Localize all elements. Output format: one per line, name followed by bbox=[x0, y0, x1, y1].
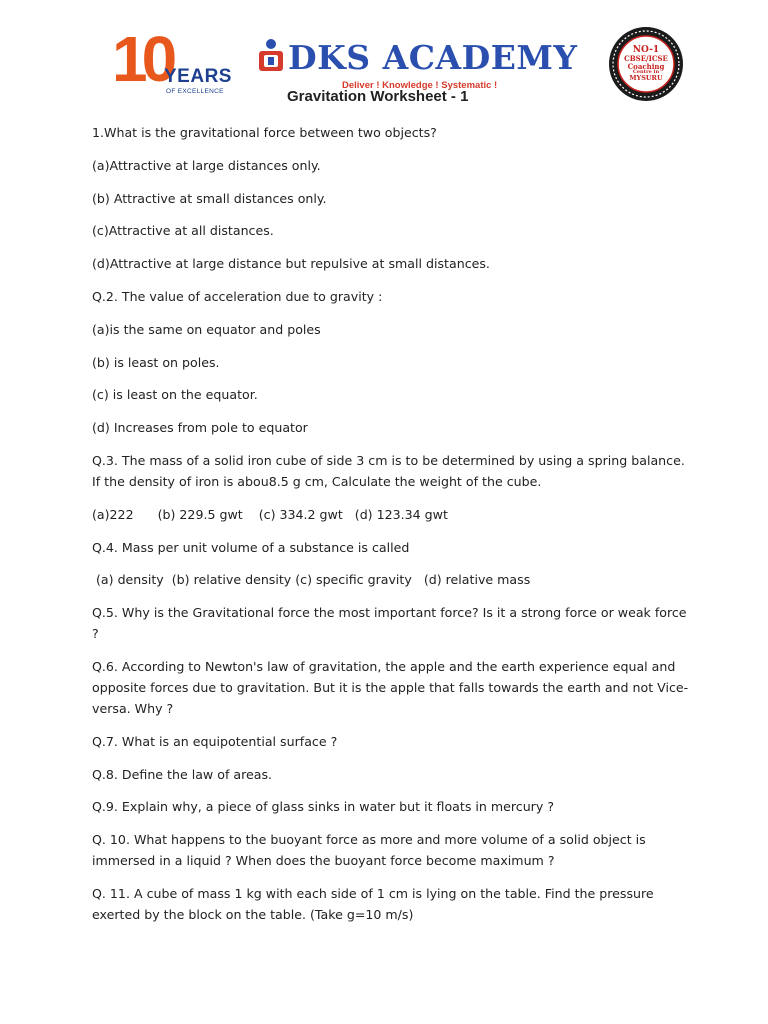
question-4: Q.4. Mass per unit volume of a substance is called bbox=[92, 539, 410, 555]
years-number: 10 bbox=[112, 23, 172, 95]
question-1: 1.What is the gravitational force between two objects? bbox=[92, 125, 437, 140]
seal-line-4: Centre in bbox=[632, 69, 660, 76]
years-word: YEARS bbox=[164, 66, 232, 87]
question-4-options: (a) density (b) relative density (c) specific gravity (d) relative mass bbox=[92, 572, 531, 588]
brand-tagline: Deliver ! Knowledge ! Systematic ! bbox=[342, 80, 498, 91]
years-subtitle: OF EXCELLENCE bbox=[166, 88, 224, 95]
seal-text bbox=[608, 26, 684, 102]
question-2-option-c: (c) is least on the equator. bbox=[92, 387, 258, 403]
seal-line-5: MYSURU bbox=[629, 74, 663, 83]
question-5: Q.5. Why is the Gravitational force the most important force? Is it a strong force or weak force ? bbox=[92, 605, 691, 642]
question-8: Q.8. Define the law of areas. bbox=[92, 766, 273, 782]
question-1-option-d: (d)Attractive at large distance but repulsive at small distances. bbox=[92, 256, 490, 272]
question-2-option-d: (d) Increases from pole to equator bbox=[92, 420, 308, 436]
question-1-option-b: (b) Attractive at small distances only. bbox=[92, 190, 327, 206]
seal-line-3: Coaching bbox=[627, 61, 665, 71]
question-2: Q.2. The value of acceleration due to gravity : bbox=[92, 288, 383, 304]
dks-emblem-icon bbox=[256, 38, 286, 78]
worksheet-title: Gravitation Worksheet - 1 bbox=[287, 88, 469, 105]
question-3: Q.3. The mass of a solid iron cube of side 3 cm is to be determined by using a spring balance. If the density of iron is abou8.5 g cm, Calculate the weight of the cube. bbox=[92, 452, 689, 489]
question-1-option-a: (a)Attractive at large distances only. bbox=[92, 157, 321, 173]
ten-years-logo bbox=[112, 23, 232, 98]
question-6: Q.6. According to Newton's law of gravitation, the apple and the earth experience equal and opposite forces due to gravitation. But it is the apple that falls towards the earth and not Vice-versa. Why ? bbox=[92, 658, 689, 716]
seal-line-2: CBSE/ICSE bbox=[624, 54, 668, 64]
seal-line-1: NO-1 bbox=[632, 44, 660, 55]
question-2-option-a: (a)is the same on equator and poles bbox=[92, 321, 321, 337]
worksheet-body bbox=[92, 122, 692, 937]
question-2-option-b: (b) is least on poles. bbox=[92, 354, 220, 370]
question-9: Q.9. Explain why, a piece of glass sinks in water but it floats in mercury ? bbox=[92, 799, 555, 815]
question-10: Q. 10. What happens to the buoyant force as more and more volume of a solid object is immersed in a liquid ? When does the buoyant force become maximum ? bbox=[92, 832, 650, 869]
brand-name: DKS ACADEMY bbox=[288, 38, 578, 77]
no1-seal-badge bbox=[608, 26, 684, 102]
question-11: Q. 11. A cube of mass 1 kg with each side of 1 cm is lying on the table. Find the pressure exerted by the block on the table. (Take g=10 m/s) bbox=[92, 885, 658, 922]
question-7: Q.7. What is an equipotential surface ? bbox=[92, 733, 338, 749]
question-1-option-c: (c)Attractive at all distances. bbox=[92, 223, 274, 239]
question-3-options: (a)222 (b) 229.5 gwt (c) 334.2 gwt (d) 123.34 gwt bbox=[92, 506, 448, 522]
